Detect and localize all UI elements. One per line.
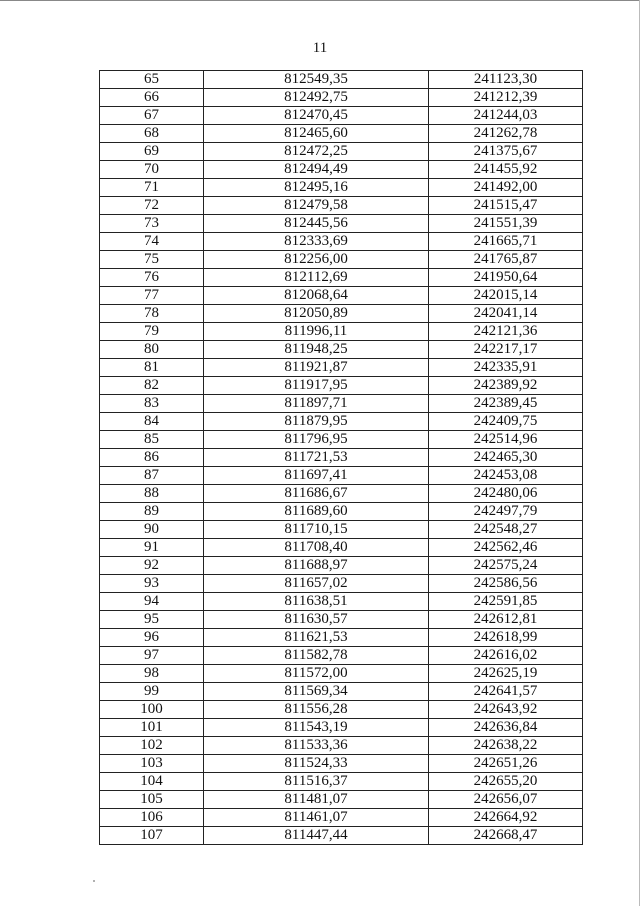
- table-row: [100, 89, 583, 107]
- x-coordinate-cell: 811697,41: [204, 467, 429, 485]
- table-row: [100, 251, 583, 269]
- x-coordinate-cell: 812112,69: [204, 269, 429, 287]
- y-coordinate-cell: 242612,81: [429, 611, 583, 629]
- point-number-cell: 96: [100, 629, 204, 647]
- coordinates-table-body: [100, 71, 583, 845]
- point-number-cell: 75: [100, 251, 204, 269]
- y-coordinate-cell: 242641,57: [429, 683, 583, 701]
- point-number-cell: 78: [100, 305, 204, 323]
- x-coordinate-cell: 811686,67: [204, 485, 429, 503]
- y-coordinate-cell: 242668,47: [429, 827, 583, 845]
- y-coordinate-cell: 242591,85: [429, 593, 583, 611]
- x-coordinate-cell: 811524,33: [204, 755, 429, 773]
- x-coordinate-cell: 812256,00: [204, 251, 429, 269]
- x-coordinate-cell: 811708,40: [204, 539, 429, 557]
- x-coordinate-cell: 812470,45: [204, 107, 429, 125]
- x-coordinate-cell: 811917,95: [204, 377, 429, 395]
- point-number-cell: 102: [100, 737, 204, 755]
- x-coordinate-cell: 812494,49: [204, 161, 429, 179]
- x-coordinate-cell: 812068,64: [204, 287, 429, 305]
- x-coordinate-cell: 811948,25: [204, 341, 429, 359]
- x-coordinate-cell: 811461,07: [204, 809, 429, 827]
- table-row: [100, 521, 583, 539]
- y-coordinate-cell: 242389,92: [429, 377, 583, 395]
- point-number-cell: 90: [100, 521, 204, 539]
- point-number-cell: 68: [100, 125, 204, 143]
- table-row: [100, 503, 583, 521]
- y-coordinate-cell: 241375,67: [429, 143, 583, 161]
- point-number-cell: 91: [100, 539, 204, 557]
- table-row: [100, 755, 583, 773]
- table-row: [100, 143, 583, 161]
- point-number-cell: 70: [100, 161, 204, 179]
- point-number-cell: 89: [100, 503, 204, 521]
- point-number-cell: 87: [100, 467, 204, 485]
- point-number-cell: 81: [100, 359, 204, 377]
- table-row: [100, 575, 583, 593]
- table-row: [100, 593, 583, 611]
- point-number-cell: 85: [100, 431, 204, 449]
- y-coordinate-cell: 242656,07: [429, 791, 583, 809]
- y-coordinate-cell: 242616,02: [429, 647, 583, 665]
- y-coordinate-cell: 242548,27: [429, 521, 583, 539]
- x-coordinate-cell: 812050,89: [204, 305, 429, 323]
- y-coordinate-cell: 242638,22: [429, 737, 583, 755]
- y-coordinate-cell: 242643,92: [429, 701, 583, 719]
- y-coordinate-cell: 241455,92: [429, 161, 583, 179]
- table-row: [100, 611, 583, 629]
- table-row: [100, 125, 583, 143]
- x-coordinate-cell: 811721,53: [204, 449, 429, 467]
- y-coordinate-cell: 242217,17: [429, 341, 583, 359]
- x-coordinate-cell: 811688,97: [204, 557, 429, 575]
- table-row: [100, 431, 583, 449]
- point-number-cell: 99: [100, 683, 204, 701]
- table-row: [100, 665, 583, 683]
- point-number-cell: 106: [100, 809, 204, 827]
- table-row: [100, 179, 583, 197]
- table-row: [100, 629, 583, 647]
- x-coordinate-cell: 812465,60: [204, 125, 429, 143]
- page-number: 11: [312, 40, 328, 56]
- x-coordinate-cell: 811533,36: [204, 737, 429, 755]
- point-number-cell: 95: [100, 611, 204, 629]
- table-row: [100, 737, 583, 755]
- table-row: [100, 323, 583, 341]
- point-number-cell: 94: [100, 593, 204, 611]
- x-coordinate-cell: 812472,25: [204, 143, 429, 161]
- point-number-cell: 107: [100, 827, 204, 845]
- point-number-cell: 74: [100, 233, 204, 251]
- x-coordinate-cell: 811796,95: [204, 431, 429, 449]
- point-number-cell: 80: [100, 341, 204, 359]
- table-row: [100, 107, 583, 125]
- y-coordinate-cell: 242497,79: [429, 503, 583, 521]
- y-coordinate-cell: 241262,78: [429, 125, 583, 143]
- y-coordinate-cell: 241665,71: [429, 233, 583, 251]
- point-number-cell: 79: [100, 323, 204, 341]
- x-coordinate-cell: 811481,07: [204, 791, 429, 809]
- table-row: [100, 233, 583, 251]
- table-row: [100, 791, 583, 809]
- point-number-cell: 84: [100, 413, 204, 431]
- table-row: [100, 269, 583, 287]
- x-coordinate-cell: 811657,02: [204, 575, 429, 593]
- point-number-cell: 100: [100, 701, 204, 719]
- y-coordinate-cell: 241765,87: [429, 251, 583, 269]
- point-number-cell: 93: [100, 575, 204, 593]
- table-row: [100, 539, 583, 557]
- point-number-cell: 86: [100, 449, 204, 467]
- point-number-cell: 92: [100, 557, 204, 575]
- page-edge: [0, 0, 640, 1]
- table-row: [100, 413, 583, 431]
- point-number-cell: 101: [100, 719, 204, 737]
- y-coordinate-cell: 242453,08: [429, 467, 583, 485]
- y-coordinate-cell: 242636,84: [429, 719, 583, 737]
- table-row: [100, 215, 583, 233]
- table-row: [100, 161, 583, 179]
- point-number-cell: 83: [100, 395, 204, 413]
- point-number-cell: 104: [100, 773, 204, 791]
- point-number-cell: 88: [100, 485, 204, 503]
- point-number-cell: 73: [100, 215, 204, 233]
- y-coordinate-cell: 242121,36: [429, 323, 583, 341]
- point-number-cell: 98: [100, 665, 204, 683]
- x-coordinate-cell: 811621,53: [204, 629, 429, 647]
- scan-speck: [93, 880, 95, 882]
- point-number-cell: 103: [100, 755, 204, 773]
- point-number-cell: 72: [100, 197, 204, 215]
- table-row: [100, 719, 583, 737]
- x-coordinate-cell: 812495,16: [204, 179, 429, 197]
- x-coordinate-cell: 811516,37: [204, 773, 429, 791]
- y-coordinate-cell: 242480,06: [429, 485, 583, 503]
- y-coordinate-cell: 241244,03: [429, 107, 583, 125]
- y-coordinate-cell: 242465,30: [429, 449, 583, 467]
- x-coordinate-cell: 812549,35: [204, 71, 429, 89]
- point-number-cell: 69: [100, 143, 204, 161]
- x-coordinate-cell: 811710,15: [204, 521, 429, 539]
- x-coordinate-cell: 811569,34: [204, 683, 429, 701]
- table-row: [100, 359, 583, 377]
- y-coordinate-cell: 242651,26: [429, 755, 583, 773]
- x-coordinate-cell: 812445,56: [204, 215, 429, 233]
- point-number-cell: 77: [100, 287, 204, 305]
- y-coordinate-cell: 242389,45: [429, 395, 583, 413]
- table-row: [100, 485, 583, 503]
- y-coordinate-cell: 242586,56: [429, 575, 583, 593]
- y-coordinate-cell: 242655,20: [429, 773, 583, 791]
- y-coordinate-cell: 241515,47: [429, 197, 583, 215]
- table-row: [100, 467, 583, 485]
- y-coordinate-cell: 241212,39: [429, 89, 583, 107]
- table-row: [100, 395, 583, 413]
- y-coordinate-cell: 242562,46: [429, 539, 583, 557]
- x-coordinate-cell: 811638,51: [204, 593, 429, 611]
- y-coordinate-cell: 242625,19: [429, 665, 583, 683]
- y-coordinate-cell: 241492,00: [429, 179, 583, 197]
- y-coordinate-cell: 242409,75: [429, 413, 583, 431]
- x-coordinate-cell: 811543,19: [204, 719, 429, 737]
- y-coordinate-cell: 242335,91: [429, 359, 583, 377]
- table-row: [100, 647, 583, 665]
- x-coordinate-cell: 811879,95: [204, 413, 429, 431]
- x-coordinate-cell: 811556,28: [204, 701, 429, 719]
- y-coordinate-cell: 242015,14: [429, 287, 583, 305]
- point-number-cell: 66: [100, 89, 204, 107]
- table-row: [100, 773, 583, 791]
- table-row: [100, 71, 583, 89]
- table-row: [100, 305, 583, 323]
- y-coordinate-cell: 242618,99: [429, 629, 583, 647]
- x-coordinate-cell: 811996,11: [204, 323, 429, 341]
- y-coordinate-cell: 242514,96: [429, 431, 583, 449]
- y-coordinate-cell: 241950,64: [429, 269, 583, 287]
- x-coordinate-cell: 811447,44: [204, 827, 429, 845]
- x-coordinate-cell: 812492,75: [204, 89, 429, 107]
- x-coordinate-cell: 811572,00: [204, 665, 429, 683]
- table-row: [100, 197, 583, 215]
- point-number-cell: 67: [100, 107, 204, 125]
- y-coordinate-cell: 242041,14: [429, 305, 583, 323]
- x-coordinate-cell: 812333,69: [204, 233, 429, 251]
- y-coordinate-cell: 241123,30: [429, 71, 583, 89]
- x-coordinate-cell: 811897,71: [204, 395, 429, 413]
- table-row: [100, 827, 583, 845]
- table-row: [100, 449, 583, 467]
- table-row: [100, 341, 583, 359]
- table-row: [100, 683, 583, 701]
- y-coordinate-cell: 242664,92: [429, 809, 583, 827]
- point-number-cell: 82: [100, 377, 204, 395]
- point-number-cell: 105: [100, 791, 204, 809]
- table-row: [100, 809, 583, 827]
- table-row: [100, 701, 583, 719]
- coordinates-table: [99, 70, 583, 845]
- x-coordinate-cell: 811582,78: [204, 647, 429, 665]
- y-coordinate-cell: 242575,24: [429, 557, 583, 575]
- y-coordinate-cell: 241551,39: [429, 215, 583, 233]
- table-row: [100, 557, 583, 575]
- x-coordinate-cell: 811921,87: [204, 359, 429, 377]
- table-row: [100, 287, 583, 305]
- point-number-cell: 71: [100, 179, 204, 197]
- table-row: [100, 377, 583, 395]
- x-coordinate-cell: 812479,58: [204, 197, 429, 215]
- x-coordinate-cell: 811630,57: [204, 611, 429, 629]
- point-number-cell: 97: [100, 647, 204, 665]
- point-number-cell: 65: [100, 71, 204, 89]
- x-coordinate-cell: 811689,60: [204, 503, 429, 521]
- point-number-cell: 76: [100, 269, 204, 287]
